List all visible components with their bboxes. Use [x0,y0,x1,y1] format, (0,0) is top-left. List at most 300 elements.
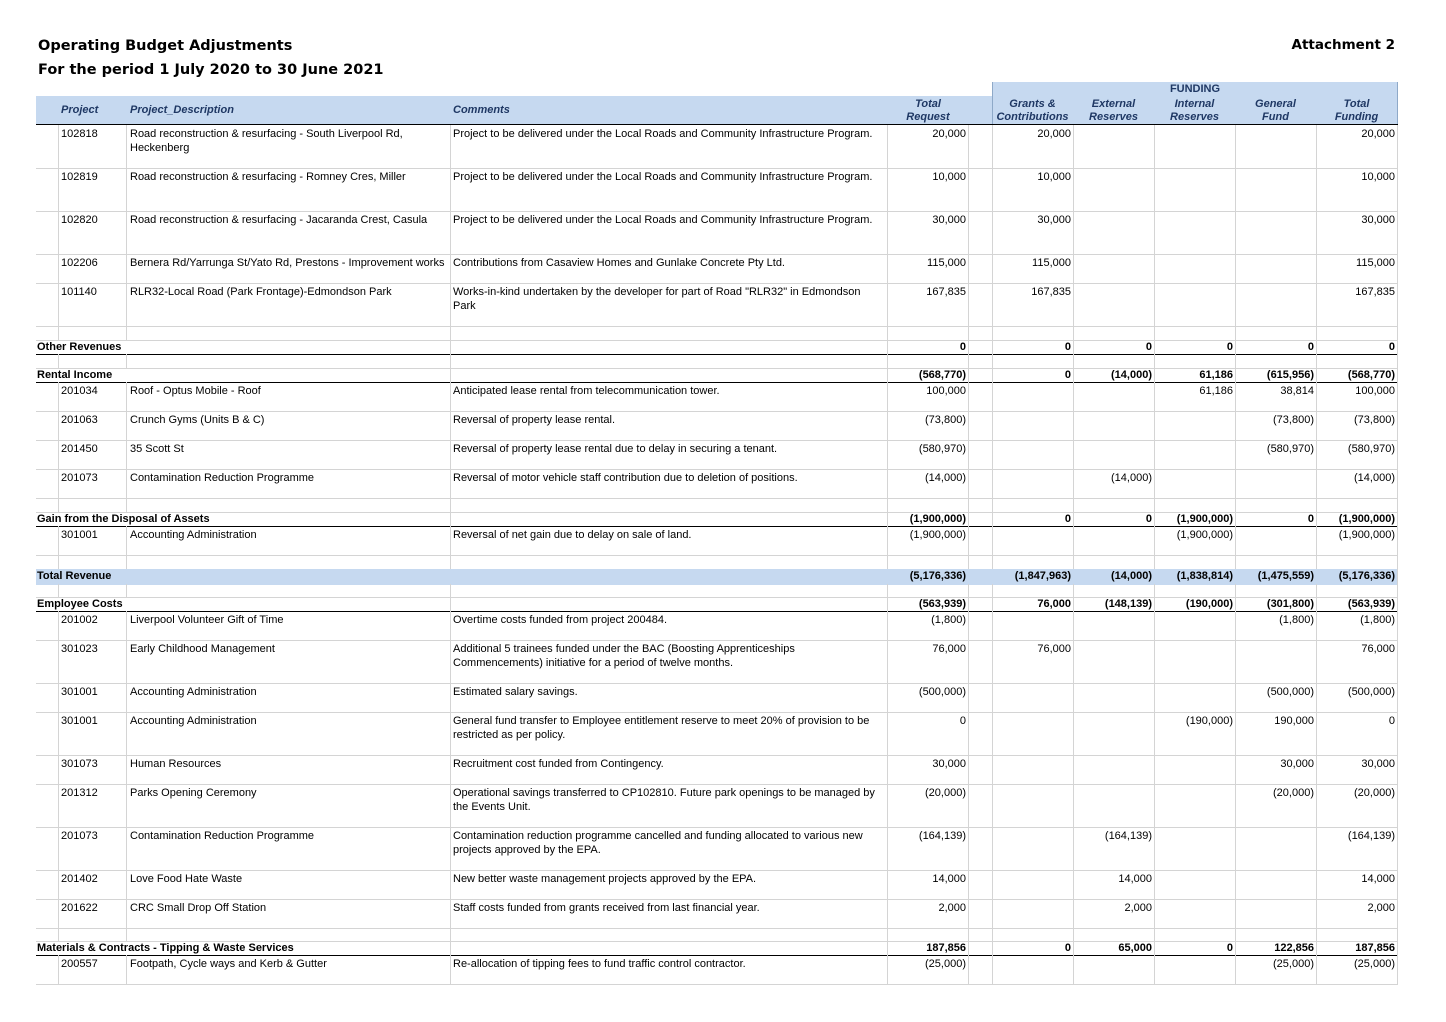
amount-general: (1,800) [1279,614,1314,626]
amount-general: 0 [1307,341,1314,353]
amount-request: 30,000 [932,758,966,770]
spacer-row [36,555,1398,570]
column-divider [1316,584,1317,597]
column-divider [1316,784,1317,827]
column-divider [887,784,888,827]
column-divider [126,928,127,941]
column-divider [968,283,969,326]
amount-funding: (5,176,336) [1338,570,1395,582]
column-divider [1316,526,1317,555]
amount-internal: (1,838,814) [1176,570,1233,582]
column-divider [1235,526,1236,555]
column-divider [887,870,888,899]
project-code: 301001 [61,529,98,541]
column-divider [450,326,451,340]
column-divider [1235,440,1236,469]
column-divider [450,640,451,683]
column-divider [1397,899,1398,928]
col-header-general: General Fund [1255,98,1296,123]
comment-text: Contamination reduction programme cancelled and funding allocated to various new projects approved by the EPA. [453,830,863,857]
column-divider [1235,382,1236,411]
column-divider [1397,125,1398,168]
column-divider [968,827,969,870]
section-label: Other Revenues [37,341,122,353]
column-divider [887,955,888,984]
comment-text: Additional 5 trainees funded under the BAC (Boosting Apprenticeships Commencements) initiative for a period of twelve months. [453,643,795,670]
amount-general: (580,970) [1266,443,1314,455]
column-divider [887,640,888,683]
section-label: Rental Income [37,369,113,381]
column-divider [992,555,993,569]
table-row [36,683,1398,713]
column-divider [1073,512,1074,526]
column-divider [126,411,127,440]
amount-grants: (1,847,963) [1014,570,1071,582]
column-divider [1235,469,1236,498]
section-row [36,368,1398,383]
column-divider [1235,326,1236,340]
column-divider [992,683,993,712]
column-divider [58,611,59,640]
column-divider [1154,498,1155,512]
column-divider [1235,584,1236,597]
column-divider [450,440,451,469]
column-divider [126,784,127,827]
column-divider [1316,870,1317,899]
column-divider [992,712,993,755]
project-description: Early Childhood Management [130,643,275,655]
column-divider [992,354,993,368]
column-divider [968,340,969,354]
column-divider [126,899,127,928]
project-description: Accounting Administration [130,715,257,727]
column-divider [992,784,993,827]
column-divider [1316,354,1317,368]
col-header-internal: Internal Reserves [1170,98,1219,123]
column-divider [1154,611,1155,640]
column-divider [968,955,969,984]
column-divider [1397,827,1398,870]
column-divider [992,340,993,354]
amount-request: 30,000 [932,214,966,226]
column-divider [968,555,969,569]
column-divider [887,899,888,928]
column-divider [968,941,969,955]
column-divider [1235,712,1236,755]
column-divider [992,382,993,411]
column-divider [968,784,969,827]
amount-funding: 20,000 [1361,128,1395,140]
amount-general: 0 [1307,513,1314,525]
comment-text: Estimated salary savings. [453,686,578,698]
amount-funding: 0 [1388,715,1395,727]
col-header-total-funding: Total Funding [1334,98,1379,123]
column-divider [1154,354,1155,368]
comment-text: New better waste management projects approved by the EPA. [453,873,757,885]
column-divider [1073,955,1074,984]
column-divider [992,283,993,326]
comment-text: Works-in-kind undertaken by the developer for part of Road "RLR32" in Edmondson Park [453,286,861,313]
column-divider [1316,683,1317,712]
project-description: Bernera Rd/Yarrunga St/Yato Rd, Prestons - Improvement works [130,257,445,269]
spacer-row [36,928,1398,942]
table-row [36,870,1398,900]
column-divider [1235,340,1236,354]
project-description: Parks Opening Ceremony [130,787,257,799]
column-divider [968,168,969,211]
column-divider [992,827,993,870]
column-divider [126,211,127,254]
column-divider [1397,283,1398,326]
amount-funding: 100,000 [1355,385,1395,397]
amount-grants: 30,000 [1037,214,1071,226]
table-row [36,168,1398,212]
column-divider [1073,712,1074,755]
table-row [36,125,1398,169]
column-divider [1073,683,1074,712]
table-row [36,526,1398,556]
column-divider [1235,498,1236,512]
amount-request: 2,000 [938,902,966,914]
column-divider [1154,712,1155,755]
comment-text: Project to be delivered under the Local Roads and Community Infrastructure Program. [453,128,873,140]
column-divider [968,611,969,640]
col-header-comments: Comments [453,104,510,116]
amount-general: (500,000) [1266,686,1314,698]
amount-general: 122,856 [1274,942,1314,954]
column-divider [1073,469,1074,498]
column-divider [992,955,993,984]
column-divider [968,640,969,683]
column-divider [968,498,969,512]
column-divider [992,125,993,168]
amount-general: (20,000) [1273,787,1314,799]
attachment-label: Attachment 2 [1291,37,1395,53]
amount-general: (25,000) [1273,958,1314,970]
spacer-row [36,498,1398,513]
column-divider [1316,827,1317,870]
amount-request: (563,939) [918,598,966,610]
column-divider [1073,584,1074,597]
comment-text: Re-allocation of tipping fees to fund traffic control contractor. [453,958,746,970]
amount-external: (148,139) [1104,598,1152,610]
column-divider [887,340,888,354]
amount-funding: (20,000) [1354,787,1395,799]
project-code: 201073 [61,472,98,484]
project-description: Road reconstruction & resurfacing - Romney Cres, Miller [130,171,406,183]
column-divider [887,584,888,597]
amount-grants: 76,000 [1037,598,1071,610]
column-divider [1073,611,1074,640]
column-divider [1154,469,1155,498]
table-row [36,611,1398,641]
column-divider [887,382,888,411]
column-divider [1397,168,1398,211]
amount-external: 0 [1145,513,1152,525]
column-divider [968,712,969,755]
column-divider [58,526,59,555]
column-divider [1154,526,1155,555]
column-divider [58,683,59,712]
page-title: Operating Budget Adjustments [38,38,293,54]
column-divider [887,755,888,784]
column-divider [1397,640,1398,683]
column-divider [992,498,993,512]
column-divider [126,326,127,340]
amount-request: 76,000 [932,643,966,655]
section-label: Gain from the Disposal of Assets [37,513,210,525]
column-divider [1397,469,1398,498]
column-divider [1235,555,1236,569]
column-divider [58,211,59,254]
column-divider [1154,555,1155,569]
column-divider [58,254,59,283]
section-label: Employee Costs [37,598,123,610]
project-description: Road reconstruction & resurfacing - Jacaranda Crest, Casula [130,214,428,226]
table-row [36,254,1398,284]
project-description: Accounting Administration [130,529,257,541]
amount-funding: (563,939) [1347,598,1395,610]
comment-text: General fund transfer to Employee entitlement reserve to meet 20% of provision to be restricted as per policy. [453,715,870,742]
column-divider [1235,899,1236,928]
column-divider [1397,340,1398,354]
column-divider [887,597,888,611]
column-divider [1397,211,1398,254]
column-divider [968,125,969,168]
column-divider [1316,498,1317,512]
column-divider [126,168,127,211]
column-divider [1154,512,1155,526]
amount-request: (20,000) [925,787,966,799]
project-description: Love Food Hate Waste [130,873,243,885]
column-divider [450,928,451,941]
column-divider [1397,870,1398,899]
column-divider [992,611,993,640]
table-row [36,382,1398,412]
amount-request: (1,900,000) [909,529,966,541]
project-code: 102206 [61,257,98,269]
column-divider [58,955,59,984]
column-divider [887,611,888,640]
column-divider [1073,755,1074,784]
column-divider [887,469,888,498]
column-divider [968,512,969,526]
column-divider [1397,526,1398,555]
funding-group-label: FUNDING [1169,83,1221,95]
amount-request: (500,000) [918,686,966,698]
column-divider [1397,941,1398,955]
column-divider [887,283,888,326]
column-divider [126,526,127,555]
column-divider [1316,712,1317,755]
column-divider [992,941,993,955]
col-header-total-request: Total Request [906,98,950,123]
comment-text: Operational savings transferred to CP102810. Future park openings to be managed by the Events Unit. [453,787,875,814]
column-divider [1154,870,1155,899]
column-divider [992,411,993,440]
column-divider [1154,326,1155,340]
amount-grants: 10,000 [1037,171,1071,183]
amount-funding: 187,856 [1355,942,1395,954]
column-divider [126,640,127,683]
column-divider [1073,498,1074,512]
col-header-project: Project [61,104,99,116]
amount-general: 38,814 [1280,385,1314,397]
column-divider [450,712,451,755]
column-divider [992,440,993,469]
table-row [36,283,1398,327]
project-code: 201402 [61,873,98,885]
column-divider [450,469,451,498]
column-divider [126,584,127,597]
column-divider [58,411,59,440]
column-divider [450,254,451,283]
column-divider [450,498,451,512]
amount-external: 0 [1145,341,1152,353]
column-divider [1235,211,1236,254]
column-divider [58,755,59,784]
amount-request: (580,970) [918,443,966,455]
amount-internal: (190,000) [1185,715,1233,727]
column-divider [992,640,993,683]
amount-external: (14,000) [1111,570,1152,582]
amount-grants: 76,000 [1037,643,1071,655]
column-divider [992,326,993,340]
amount-funding: (1,900,000) [1338,529,1395,541]
section-label: Total Revenue [37,570,112,582]
amount-request: 100,000 [926,385,966,397]
col-header-grants: Grants & Contributions [996,98,1069,123]
column-divider [126,955,127,984]
amount-general: 190,000 [1274,715,1314,727]
column-divider [1397,555,1398,569]
amount-grants: 0 [1064,341,1071,353]
spacer-row [36,326,1398,341]
amount-external: (164,139) [1104,830,1152,842]
amount-funding: (500,000) [1347,686,1395,698]
section-row [36,941,1398,956]
project-code: 102820 [61,214,98,226]
column-divider [1073,354,1074,368]
column-divider [1316,283,1317,326]
column-divider [126,870,127,899]
column-divider [887,326,888,340]
column-divider [1316,597,1317,611]
column-divider [450,870,451,899]
amount-funding: 30,000 [1361,758,1395,770]
column-divider [1073,168,1074,211]
column-divider [968,326,969,340]
column-divider [1154,640,1155,683]
column-divider [58,382,59,411]
column-divider [450,584,451,597]
column-divider [450,382,451,411]
column-divider [992,469,993,498]
column-divider [968,211,969,254]
column-divider [1154,683,1155,712]
column-divider [58,326,59,340]
column-divider [1073,326,1074,340]
column-divider [1397,928,1398,941]
project-description: Contamination Reduction Programme [130,472,315,484]
column-divider [1397,955,1398,984]
section-row [36,340,1398,355]
amount-funding: (73,800) [1354,414,1395,426]
column-divider [1397,498,1398,512]
table-row [36,755,1398,785]
amount-internal: 61,186 [1199,385,1233,397]
column-divider [1397,597,1398,611]
column-divider [992,584,993,597]
project-description: Human Resources [130,758,222,770]
amount-request: (25,000) [925,958,966,970]
column-divider [887,512,888,526]
column-divider [1316,340,1317,354]
column-divider [887,928,888,941]
column-divider [58,498,59,512]
column-divider [1073,382,1074,411]
column-divider [887,440,888,469]
column-divider [58,640,59,683]
column-divider [1154,755,1155,784]
column-divider [968,440,969,469]
table-row [36,955,1398,985]
comment-text: Reversal of property lease rental. [453,414,616,426]
column-divider [887,354,888,368]
amount-general: 30,000 [1280,758,1314,770]
column-divider [1316,411,1317,440]
project-description: Crunch Gyms (Units B & C) [130,414,265,426]
column-divider [1235,870,1236,899]
column-divider [1316,899,1317,928]
column-divider [887,368,888,382]
amount-request: 20,000 [932,128,966,140]
project-code: 102818 [61,128,98,140]
project-code: 200557 [61,958,98,970]
project-description: RLR32-Local Road (Park Frontage)-Edmondson Park [130,286,392,298]
amount-grants: 115,000 [1032,257,1071,269]
col-header-external: External Reserves [1089,98,1138,123]
column-divider [887,211,888,254]
column-divider [1154,382,1155,411]
amount-funding: (1,900,000) [1338,513,1395,525]
column-divider [1397,411,1398,440]
comment-text: Reversal of net gain due to delay on sale of land. [453,529,692,541]
column-divider [126,382,127,411]
column-divider [450,899,451,928]
column-divider [1235,827,1236,870]
amount-funding: 76,000 [1361,643,1395,655]
column-divider [450,784,451,827]
spacer-row [36,354,1398,369]
column-divider [1154,283,1155,326]
column-divider [992,928,993,941]
column-divider [1073,784,1074,827]
table-row [36,827,1398,871]
column-divider [992,368,993,382]
column-divider [1316,382,1317,411]
column-divider [992,211,993,254]
column-divider [1073,597,1074,611]
column-divider [126,611,127,640]
column-divider [1397,368,1398,382]
column-divider [887,555,888,569]
project-code: 201002 [61,614,98,626]
column-divider [968,928,969,941]
amount-request: (164,139) [918,830,966,842]
column-divider [1397,755,1398,784]
column-divider [126,469,127,498]
